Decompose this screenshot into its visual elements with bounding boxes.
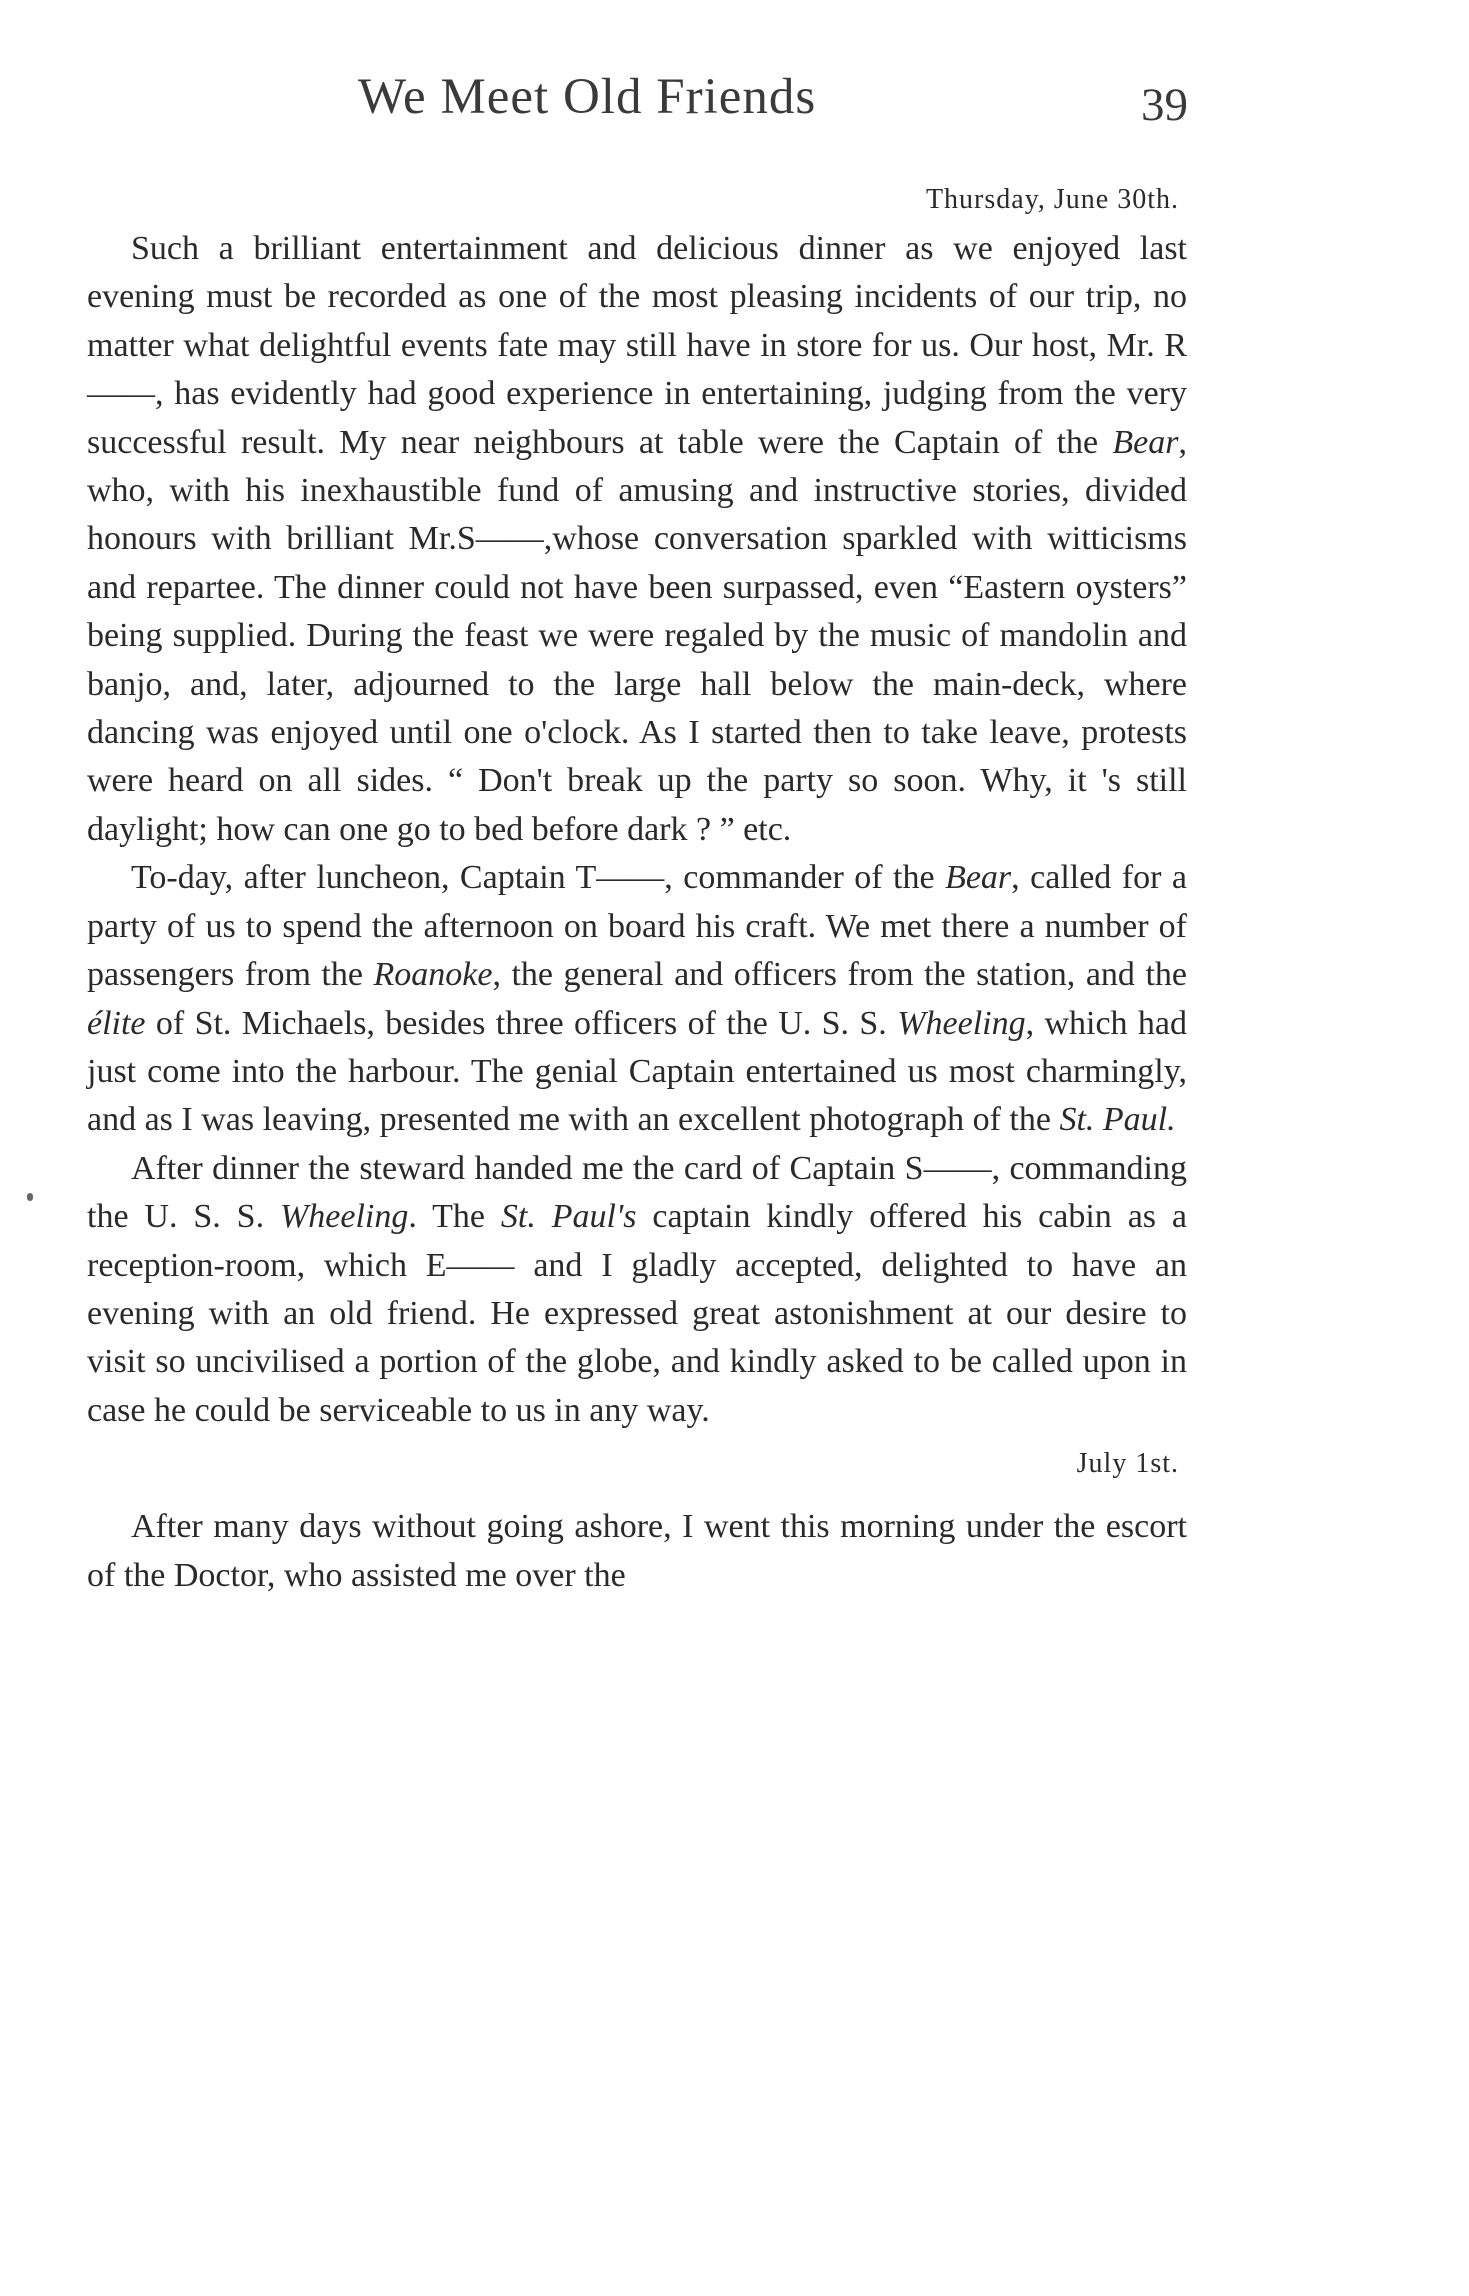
italic-text: Bear [1112, 423, 1179, 461]
italic-text: St. Paul's [500, 1198, 637, 1236]
paragraph [87, 1145, 1187, 1435]
italic-text: Roanoke [373, 956, 493, 994]
entry-date: July 1st. [1076, 1448, 1179, 1480]
text-run: of St. Michaels, besides three officers of the U. S. S. [145, 1004, 898, 1042]
page-number: 39 [1141, 79, 1188, 131]
text-run: After dinner the steward handed me the card of Captain S——, commanding the U. S. S. [87, 1149, 1187, 1236]
text-run: Such a brilliant entertainment and delicious dinner as we enjoyed last evening must be recorded as one of the most pleasing incidents of our trip, no matter what delightful events fate may still have in store for us. Our host, Mr. R——, has evidently had good experience in entertaining, judging from the very successful result. My near neighbours at table were the Captain of the [87, 230, 1187, 461]
italic-text: St. Paul. [1059, 1101, 1176, 1139]
italic-text: Wheeling [279, 1198, 409, 1236]
text-run: . The [408, 1198, 501, 1236]
running-head-title: We Meet Old Friends [358, 69, 817, 125]
text-run: After many days without going ashore, I went this morning under the escort of the Doctor, who assisted me over the [87, 1508, 1187, 1594]
paragraph [87, 1503, 1187, 1600]
margin-mark [27, 1193, 33, 1201]
text-run: , called for a party of us to spend the afternoon on board his craft. We met there a number of passengers from the [87, 859, 1187, 994]
paragraph [87, 225, 1187, 854]
italic-text: Wheeling [897, 1004, 1026, 1042]
text-run: To-day, after luncheon, Captain T——, commander of the [131, 859, 946, 897]
text-run: , the general and officers from the station, and the [492, 956, 1187, 994]
italic-text: élite [87, 1004, 146, 1042]
text-run: , who, with his inexhaustible fund of amusing and instructive stories, divided honours with brilliant Mr.S——,whose conversation sparkled with witticisms and repartee. The dinner could not have been surpassed, even “Eastern oysters” being supplied. During the feast we were regaled by the music of mandolin and banjo, and, later, adjourned to the large hall below the main-deck, where dancing was enjoyed until one o'clock. As I started then to take leave, protests were heard on all sides. “ Don't break up the party so soon. Why, it 's still daylight; how can one go to bed before dark ? ” etc. [87, 423, 1187, 848]
text-run: captain kindly offered his cabin as a reception-room, which E—— and I gladly accepted, delighted to have an evening with an old friend. He expressed great astonishment at our desire to visit so uncivilised a portion of the globe, and kindly asked to be called upon in case he could be serviceable to us in any way. [87, 1198, 1187, 1429]
running-head [358, 68, 1188, 138]
text-run: , which had just come into the harbour. The genial Captain entertained us most charmingly, and as I was leaving, presented me with an excellent photograph of the [87, 1004, 1188, 1139]
italic-text: Bear [945, 859, 1012, 897]
page-body [87, 175, 1187, 1600]
entry-date: Thursday, June 30th. [925, 184, 1179, 215]
paragraph [87, 854, 1187, 1144]
